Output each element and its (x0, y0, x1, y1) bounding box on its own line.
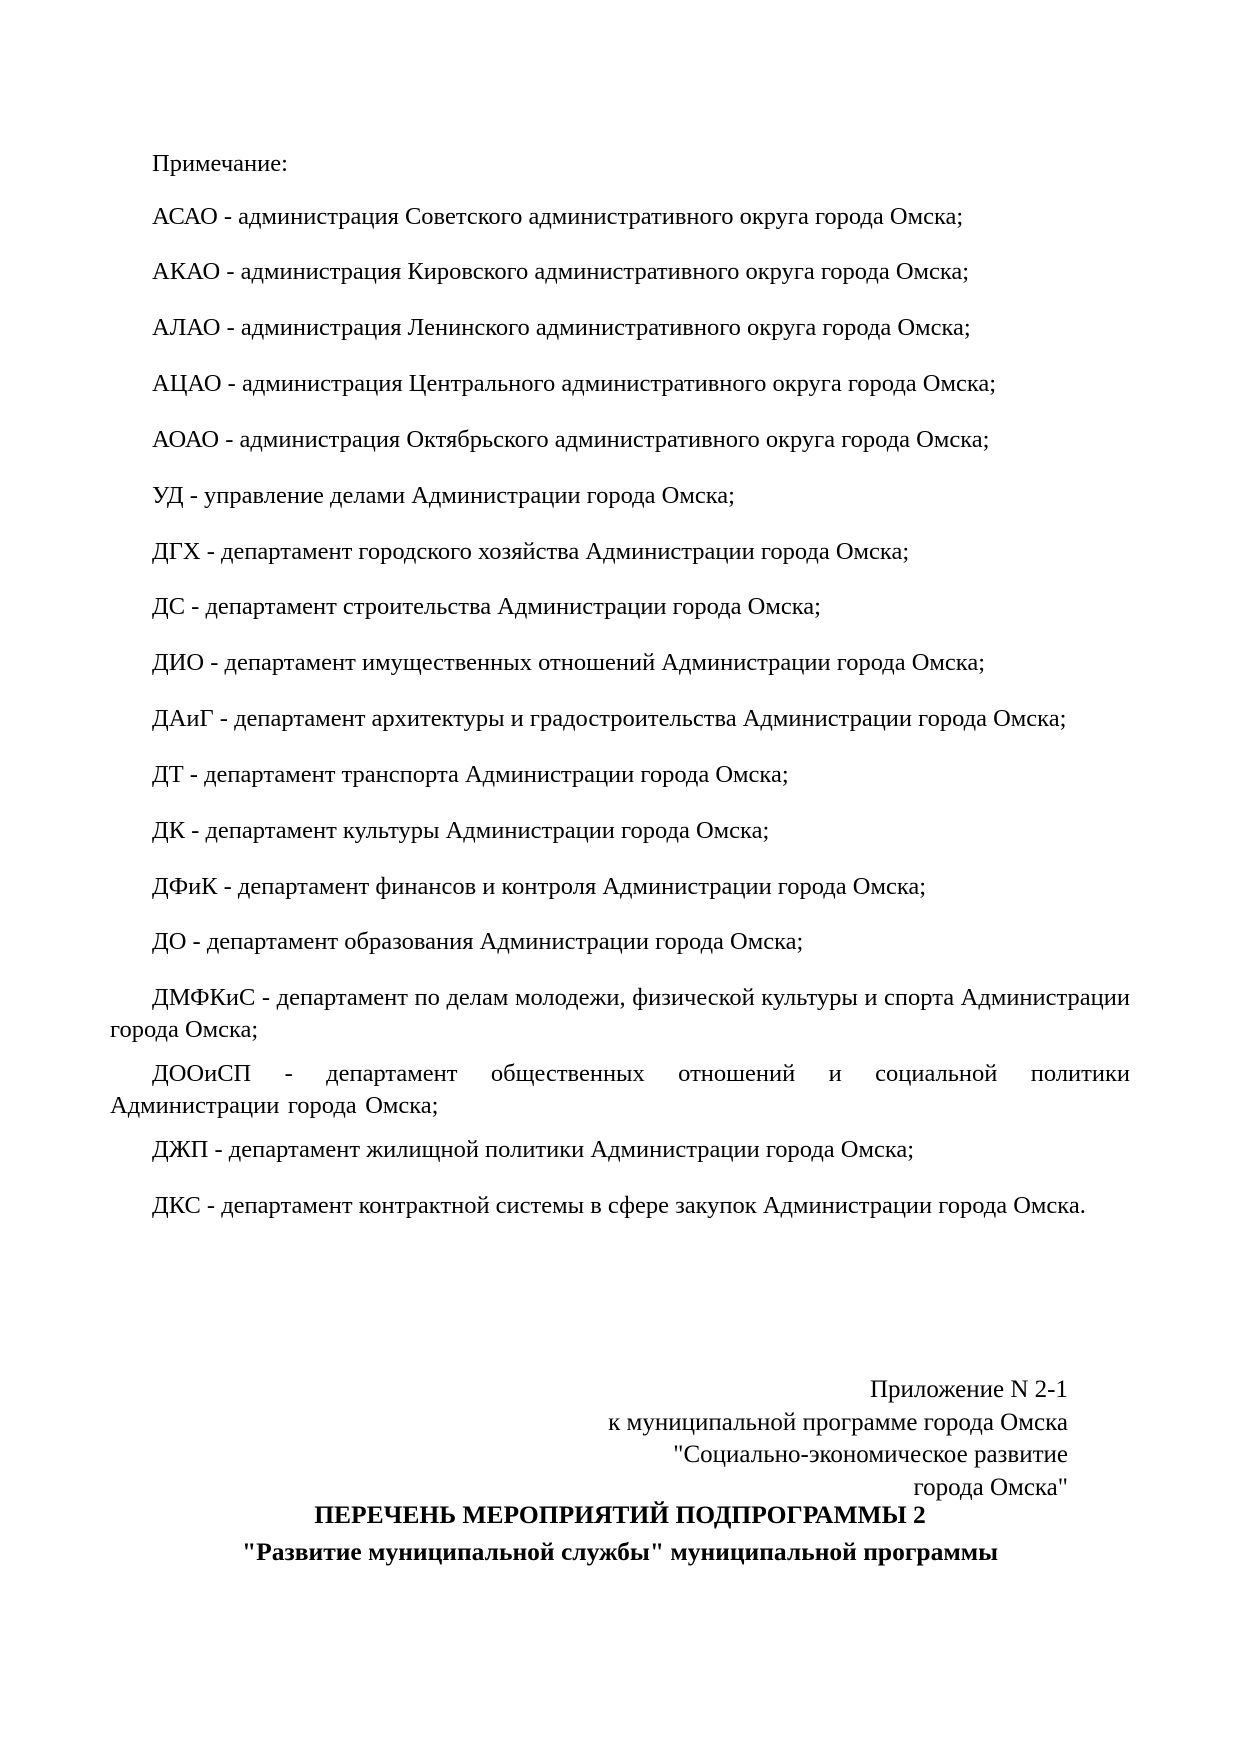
page-title-line-1: ПЕРЕЧЕНЬ МЕРОПРИЯТИЙ ПОДПРОГРАММЫ 2 (314, 1500, 926, 1529)
spacer (110, 1166, 1130, 1190)
abbreviation-item-acao: АЦАО - администрация Центрального административного округа города Омска; (152, 370, 997, 398)
appendix-reference-line-2: к муниципальной программе города Омска (608, 1408, 1068, 1436)
abbreviation-item-dooisp: ДООиСП - департамент общественных отношений и социальной политики Администрации города Омска; (110, 1060, 1130, 1119)
abbreviation-item-dfik: ДФиК - департамент финансов и контроля Администрации города Омска; (152, 872, 927, 900)
abbreviation-item-dgh: ДГХ - департамент городского хозяйства Администрации города Омска; (152, 537, 910, 565)
note-heading: Примечание: (152, 150, 288, 177)
spacer (110, 1046, 1130, 1058)
spacer (110, 344, 1130, 368)
spacer (110, 177, 1130, 201)
appendix-reference-line-3: "Социально-экономическое развитие (673, 1441, 1068, 1468)
spacer (110, 902, 1130, 926)
spacer (110, 288, 1130, 312)
spacer (110, 791, 1130, 815)
abbreviations-note-block (110, 152, 1130, 1221)
spacer (110, 735, 1130, 759)
appendix-reference (508, 1374, 1068, 1504)
abbreviation-item-ds: ДС - департамент строительства Администрации города Омска; (152, 593, 821, 621)
spacer (110, 456, 1130, 480)
spacer (110, 232, 1130, 256)
abbreviation-item-dio: ДИО - департамент имущественных отношений Администрации города Омска; (152, 649, 985, 677)
abbreviation-item-ud: УД - управление делами Администрации города Омска; (152, 481, 735, 509)
abbreviation-item-alao: АЛАО - администрация Ленинского административного округа города Омска; (152, 314, 971, 342)
abbreviation-item-aoao: АОАО - администрация Октябрьского административного округа города Омска; (152, 425, 990, 453)
spacer (110, 1122, 1130, 1134)
abbreviation-item-do: ДО - департамент образования Администрации города Омска; (152, 928, 804, 956)
appendix-reference-line-4: города Омска" (913, 1473, 1068, 1501)
page-title-line-2: "Развитие муниципальной службы" муниципальной программы (242, 1536, 998, 1566)
abbreviation-item-djp: ДЖП - департамент жилищной политики Администрации города Омска; (152, 1135, 915, 1163)
page-title (110, 1497, 1130, 1571)
abbreviation-item-akao: АКАО - администрация Кировского административного округа города Омска; (152, 258, 970, 286)
spacer (110, 679, 1130, 703)
spacer (110, 567, 1130, 591)
spacer (110, 847, 1130, 871)
appendix-reference-line-1: Приложение N 2-1 (869, 1376, 1068, 1403)
abbreviation-item-dk: ДК - департамент культуры Администрации города Омска; (152, 816, 770, 844)
abbreviation-item-dks: ДКС - департамент контрактной системы в сфере закупок Администрации города Омска. (152, 1191, 1086, 1219)
spacer (110, 400, 1130, 424)
abbreviation-item-daig: ДАиГ - департамент архитектуры и градостроительства Администрации города Омска; (152, 705, 1067, 733)
abbreviation-item-dt: ДТ - департамент транспорта Администрации города Омска; (152, 760, 789, 788)
spacer (110, 623, 1130, 647)
abbreviation-item-asao: АСАО - администрация Советского административного округа города Омска; (152, 202, 964, 230)
abbreviation-item-dmfkis: ДМФКиС - департамент по делам молодежи, физической культуры и спорта Администрации города Омска; (110, 984, 1130, 1044)
spacer (110, 958, 1130, 982)
spacer (110, 512, 1130, 536)
